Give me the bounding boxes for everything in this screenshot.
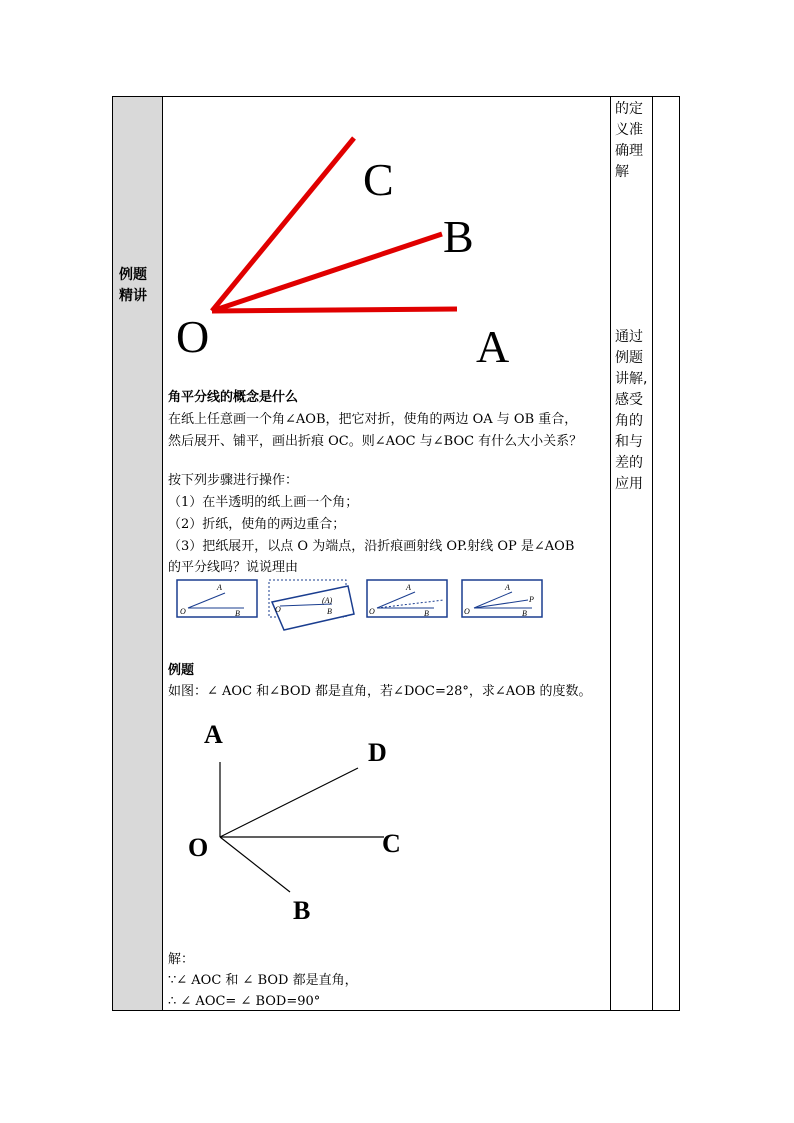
label-c: C <box>363 154 394 205</box>
para1-line2: 然后展开、铺平，画出折痕 OC。则∠AOC 与∠BOC 有什么大小关系？ <box>168 434 583 449</box>
solution-line-1: ∵∠ AOC 和 ∠ BOD 都是直角， <box>168 973 358 988</box>
heading-example: 例题 <box>168 663 195 678</box>
fold-panel-2 <box>269 580 354 630</box>
step-3: （3）把纸展开，以点 O 为端点，沿折痕画射线 OP.射线 OP 是∠AOB <box>168 539 575 554</box>
svg-text:O: O <box>180 607 186 616</box>
solution-line-2: ∴ ∠ AOC= ∠ BOD=90° <box>168 994 321 1009</box>
fold-panel-4 <box>462 580 542 618</box>
note-top: 的定义准确理解 <box>615 101 643 180</box>
blank-column <box>652 97 680 1010</box>
row-label: 例题精讲 <box>119 267 147 304</box>
step-3-cont: 的平分线吗？说说理由 <box>168 560 299 575</box>
svg-text:O: O <box>464 607 470 616</box>
svg-text:P: P <box>529 595 534 604</box>
fold-panel-1 <box>177 580 257 618</box>
label-c: C <box>382 829 401 858</box>
note-bottom: 通过例题讲解,感受角的和与差的应用 <box>615 329 648 492</box>
notes-column <box>610 97 652 1010</box>
svg-text:O: O <box>369 607 375 616</box>
folding-steps-figure <box>172 576 552 632</box>
angle-figure-2 <box>180 714 420 929</box>
heading-bisector: 角平分线的概念是什么 <box>168 390 299 405</box>
label-a: A <box>476 321 510 370</box>
example-text: 如图：∠ AOC 和∠BOD 都是直角，若∠DOC=28°，求∠AOB 的度数。 <box>168 684 592 699</box>
label-b: B <box>293 896 311 925</box>
label-a: A <box>204 720 223 749</box>
label-b: B <box>443 211 474 262</box>
label-o: O <box>176 311 210 362</box>
step-1: （1）在半透明的纸上画一个角； <box>168 495 359 510</box>
ray-ob <box>220 837 290 892</box>
svg-text:B: B <box>522 609 527 618</box>
svg-text:B: B <box>235 609 240 618</box>
steps-intro: 按下列步骤进行操作： <box>168 473 299 488</box>
label-o: O <box>188 833 209 862</box>
section-column <box>113 97 163 1010</box>
ray-oa <box>212 309 457 311</box>
ray-od <box>220 768 358 837</box>
step-2: （2）折纸，使角的两边重合； <box>168 517 346 532</box>
angle-figure-1 <box>170 130 530 370</box>
svg-text:B: B <box>424 609 429 618</box>
solution-title: 解： <box>168 952 195 967</box>
para1-line1: 在纸上任意画一个角∠AOB，把它对折，使角的两边 OA 与 OB 重合， <box>168 412 578 427</box>
svg-text:A: A <box>505 583 510 592</box>
svg-text:A: A <box>406 583 411 592</box>
svg-text:A: A <box>217 583 222 592</box>
fold-panel-3 <box>367 580 447 618</box>
label-d: D <box>368 738 387 767</box>
svg-text:O: O <box>275 605 281 614</box>
svg-text:B: B <box>327 607 332 616</box>
svg-text:(A): (A) <box>322 596 333 605</box>
